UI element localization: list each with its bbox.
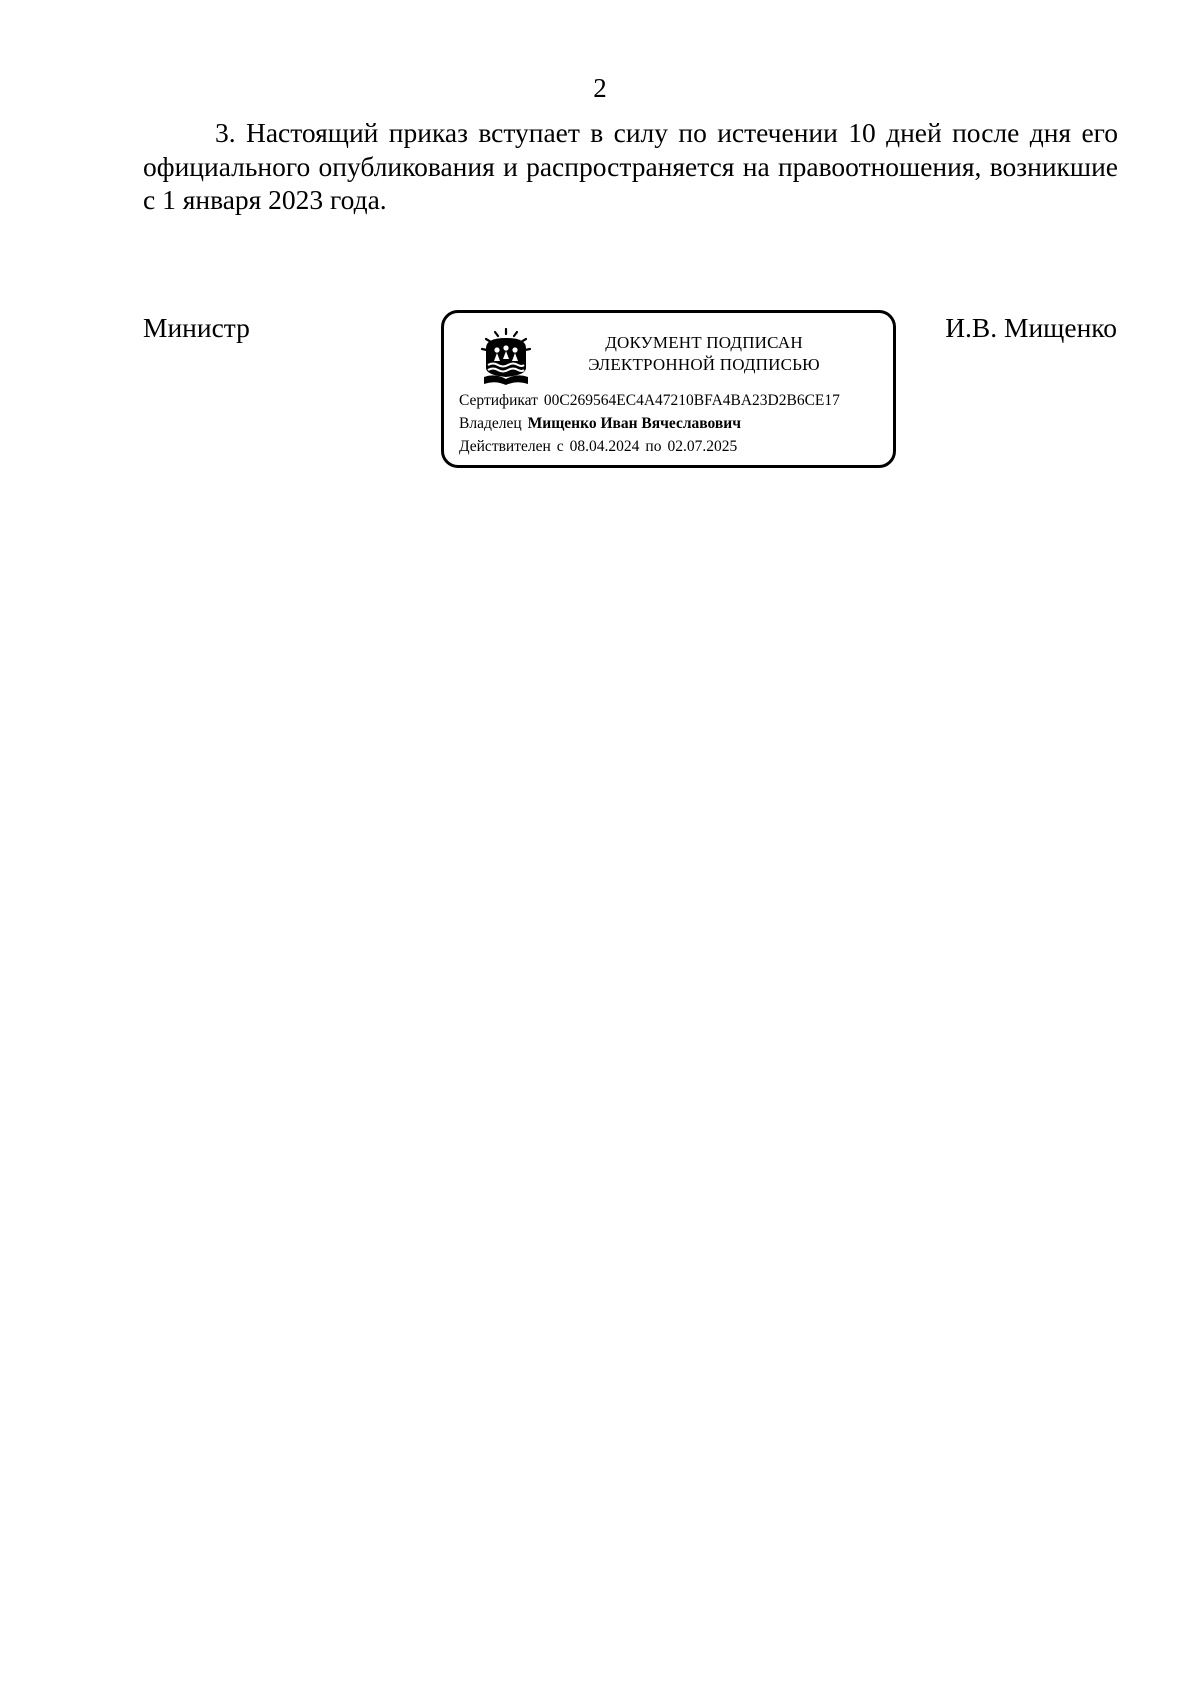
- certificate-label: Сертификат: [459, 392, 538, 409]
- regional-coat-of-arms-icon: [480, 328, 532, 386]
- valid-from-date: 08.04.2024: [569, 438, 640, 455]
- valid-from-label: с: [556, 438, 564, 455]
- stamp-certificate-line: [459, 391, 840, 411]
- stamp-heading-line1: ДОКУМЕНТ ПОДПИСАН: [605, 333, 803, 352]
- stamp-owner-line: [459, 414, 741, 434]
- electronic-signature-stamp: [441, 310, 896, 468]
- stamp-heading-line2: ЭЛЕКТРОННОЙ ПОДПИСЬЮ: [588, 355, 820, 374]
- owner-value: Мищенко Иван Вячеславович: [527, 415, 741, 432]
- valid-label: Действителен: [459, 438, 551, 455]
- page-number: 2: [593, 73, 607, 103]
- certificate-value: 00C269564EC4A47210BFA4BA23D2B6CE17: [543, 392, 840, 409]
- signer-title: Министр: [143, 312, 250, 343]
- stamp-validity-line: [459, 437, 737, 457]
- order-paragraph: 3. Настоящий приказ вступает в силу по истечении 10 дней после дня его официального опубликования и распространяется на правоотношения, возникшие с 1 января 2023 года.: [143, 117, 1118, 215]
- valid-to-label: по: [645, 438, 662, 455]
- owner-label: Владелец: [459, 415, 522, 432]
- valid-to-date: 02.07.2025: [667, 438, 738, 455]
- signer-name: И.В. Мищенко: [945, 312, 1117, 343]
